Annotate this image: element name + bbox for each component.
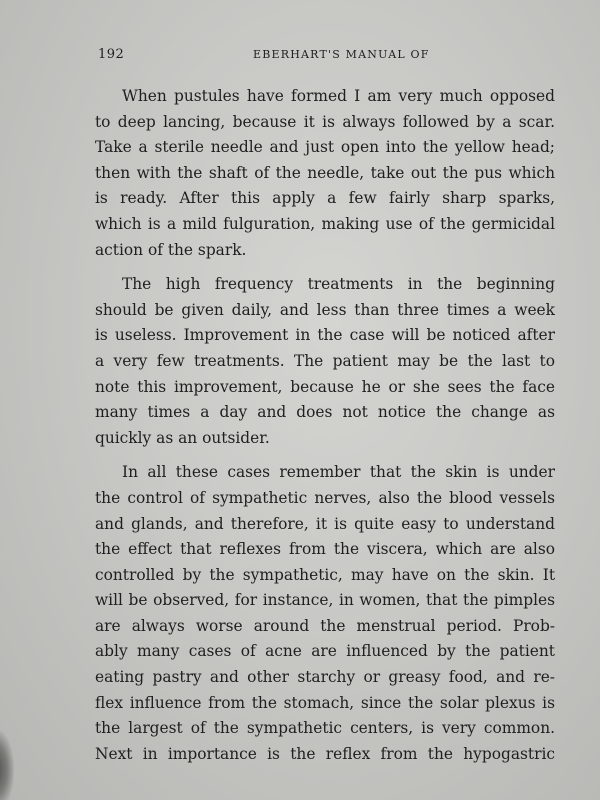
text-line: which is a mild fulguration, making use of the germicidal (95, 214, 555, 233)
text-line: note this improvement, because he or she sees the face (95, 377, 555, 396)
text-line: flex influence from the stomach, since the solar plexus is (95, 693, 555, 712)
paragraph-pustules (95, 84, 555, 263)
running-head (98, 47, 558, 63)
body-text (95, 84, 555, 776)
page-edge-shadow (0, 730, 14, 800)
paragraph-treatments (95, 272, 555, 451)
text-line: a very few treatments. The patient may be the last to (95, 351, 555, 370)
text-line: will be observed, for instance, in women, that the pimples (95, 591, 555, 610)
text-line: Take a sterile needle and just open into the yellow head; (95, 138, 555, 157)
text-line: Next in importance is the reflex from the hypogastric (95, 744, 555, 763)
text-line: are always worse around the menstrual period. Prob- (95, 616, 555, 635)
text-line: and glands, and therefore, it is quite easy to understand (95, 514, 555, 533)
page-number: 192 (98, 47, 125, 62)
paragraph-sympathetic (95, 460, 555, 767)
text-line: the largest of the sympathetic centers, is very common. (95, 719, 555, 738)
text-line: quickly as an outsider. (95, 428, 270, 447)
text-line: eating pastry and other starchy or greasy food, and re- (95, 668, 555, 687)
text-line: In all these cases remember that the skin is under (122, 463, 555, 482)
text-line: the control of sympathetic nerves, also the blood vessels (95, 488, 555, 507)
text-line: should be given daily, and less than three times a week (95, 300, 555, 319)
text-line: The high frequency treatments in the beginning (122, 275, 555, 294)
text-line: many times a day and does not notice the change as (95, 403, 555, 422)
running-title: EBERHART'S MANUAL OF (253, 48, 430, 61)
text-line: to deep lancing, because it is always followed by a scar. (95, 112, 555, 131)
text-line: controlled by the sympathetic, may have on the skin. It (95, 565, 555, 584)
text-line: the effect that reflexes from the viscera, which are also (95, 540, 555, 559)
text-line: action of the spark. (95, 240, 247, 259)
text-line: is useless. Improvement in the case will be noticed after (95, 326, 555, 345)
text-line: When pustules have formed I am very much opposed (122, 87, 555, 105)
text-line: ably many cases of acne are influenced by the patient (95, 642, 555, 661)
text-line: is ready. After this apply a few fairly sharp sparks, (95, 189, 555, 208)
text-line: then with the shaft of the needle, take out the pus which (95, 163, 555, 182)
